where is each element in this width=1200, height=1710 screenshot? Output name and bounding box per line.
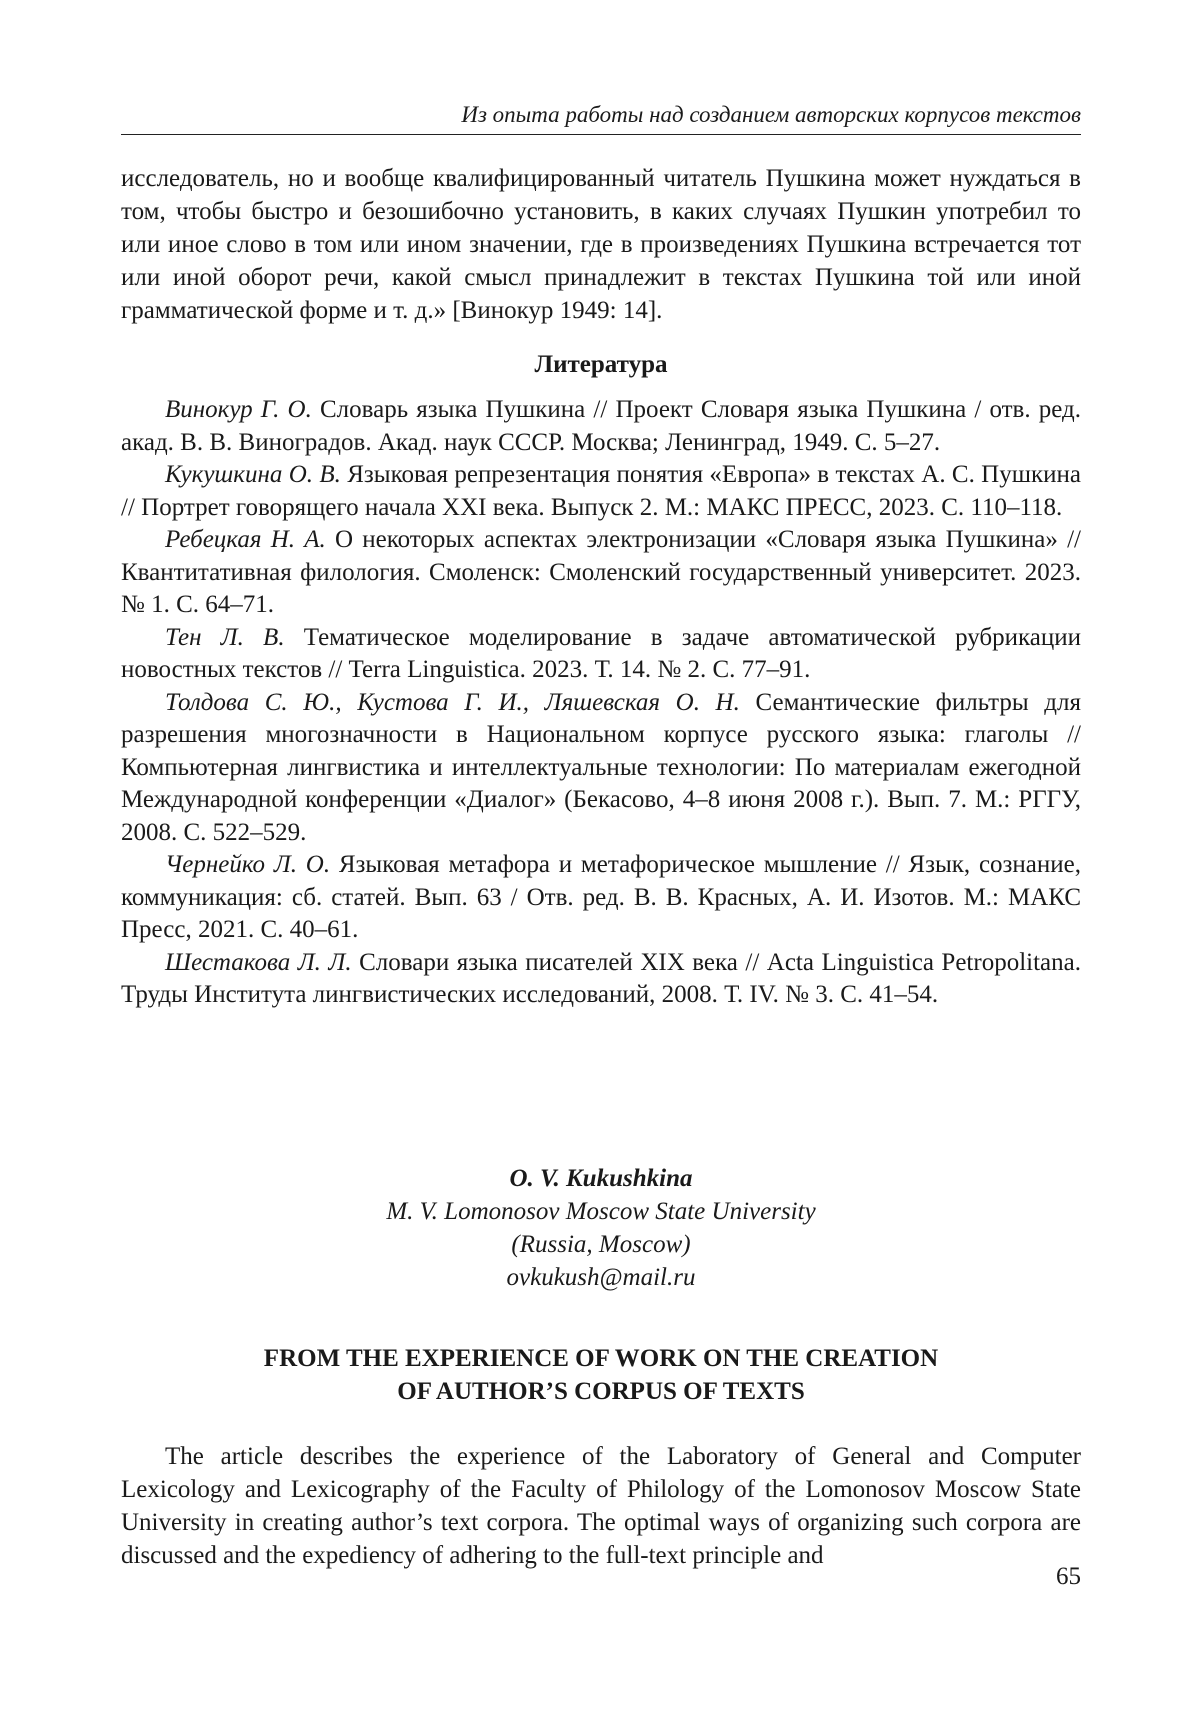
intro-paragraph: исследователь, но и вообще квалифицированный читатель Пушкина может нуждаться в том, чтобы быстро и безошибочно установить, в каких случаях Пушкин употребил то или иное слово в том или ином значении, где в произведениях Пушкина встречается тот или иной оборот речи, какой смысл принадлежит в текстах Пушкина той или иной грамматической форме и т. д.» [Винокур 1949: 14].	[121, 165, 1081, 324]
header-rule	[121, 134, 1081, 135]
reference-item	[121, 459, 1081, 524]
reference-list	[121, 394, 1081, 1012]
abstract-paragraph: The article describes the experience of the Laboratory of General and Computer Lexicology and Lexicography of the Faculty of Philology of the Lomonosov Moscow State University in creating author’s text corpora. The optimal ways of organizing such corpora are discussed and the expediency of adhering to the full-text principle and	[121, 1443, 1081, 1569]
author-email[interactable]: ovkukush@mail.ru	[506, 1264, 696, 1291]
author-name: O. V. Kukushkina	[509, 1165, 693, 1192]
reference-item	[121, 394, 1081, 459]
reference-item	[121, 947, 1081, 1012]
reference-text: Языковая метафора и метафорическое мышление // Язык, сознание, коммуникация: сб. статей. Вып. 63 / Отв. ред. В. В. Красных, А. И. Изотов. М.: МАКС Пресс, 2021. С. 40–61.	[121, 851, 1081, 943]
article-title-en	[121, 1342, 1081, 1408]
reference-text: Языковая репрезентация понятия «Европа» в текстах А. С. Пушкина // Портрет говорящего начала XXI века. Выпуск 2. М.: МАКС ПРЕСС, 2023. С. 110–118.	[121, 461, 1081, 521]
reference-item	[121, 622, 1081, 687]
reference-item	[121, 849, 1081, 947]
reference-item	[121, 524, 1081, 622]
reference-authors: Кукушкина О. В.	[165, 461, 341, 488]
title-line-2: OF AUTHOR’S CORPUS OF TEXTS	[397, 1378, 805, 1405]
reference-text: Словари языка писателей XIX века // Acta Linguistica Petropolitana. Труды Института лингвистических исследований, 2008. Т. IV. № 3. С. 41–54.	[121, 948, 1081, 1008]
reference-text: Семантические фильтры для разрешения многозначности в Национальном корпусе русского языка: глаголы // Компьютерная лингвистика и интеллектуальные технологии: По материалам ежегодной Международной конференции «Диалог» (Бекасово, 4–8 июня 2008 г.). Вып. 7. М.: РГГУ, 2008. С. 522–529.	[121, 688, 1081, 846]
author-location: (Russia, Moscow)	[511, 1231, 691, 1258]
running-header: Из опыта работы над созданием авторских корпусов текстов	[461, 102, 1081, 127]
reference-authors: Тен Л. В.	[165, 623, 285, 651]
reference-item	[121, 687, 1081, 850]
author-affiliation: M. V. Lomonosov Moscow State University	[386, 1198, 816, 1225]
author-block	[121, 1162, 1081, 1294]
reference-text: Словарь языка Пушкина // Проект Словаря языка Пушкина / отв. ред. акад. В. В. Виноградов. Акад. наук СССР. Москва; Ленинград, 1949. С. 5–27.	[121, 396, 1081, 456]
reference-authors: Шестакова Л. Л.	[165, 948, 352, 976]
literature-heading: Литература	[534, 351, 668, 378]
reference-authors: Чернейко Л. О.	[165, 851, 331, 878]
page-number: 65	[1056, 1563, 1081, 1590]
reference-authors: Винокур Г. О.	[165, 396, 312, 423]
reference-text: О некоторых аспектах электронизации «Словаря языка Пушкина» // Квантитативная филология. Смоленск: Смоленский государственный университет. 2023. № 1. С. 64–71.	[121, 526, 1081, 618]
reference-authors: Толдова С. Ю., Кустова Г. И., Ляшевская О. Н.	[165, 688, 740, 716]
reference-text: Тематическое моделирование в задаче автоматической рубрикации новостных текстов // Terra Linguistica. 2023. Т. 14. № 2. С. 77–91.	[121, 623, 1082, 683]
reference-authors: Ребецкая Н. А.	[165, 526, 326, 553]
title-line-1: FROM THE EXPERIENCE OF WORK ON THE CREATION	[263, 1345, 939, 1372]
